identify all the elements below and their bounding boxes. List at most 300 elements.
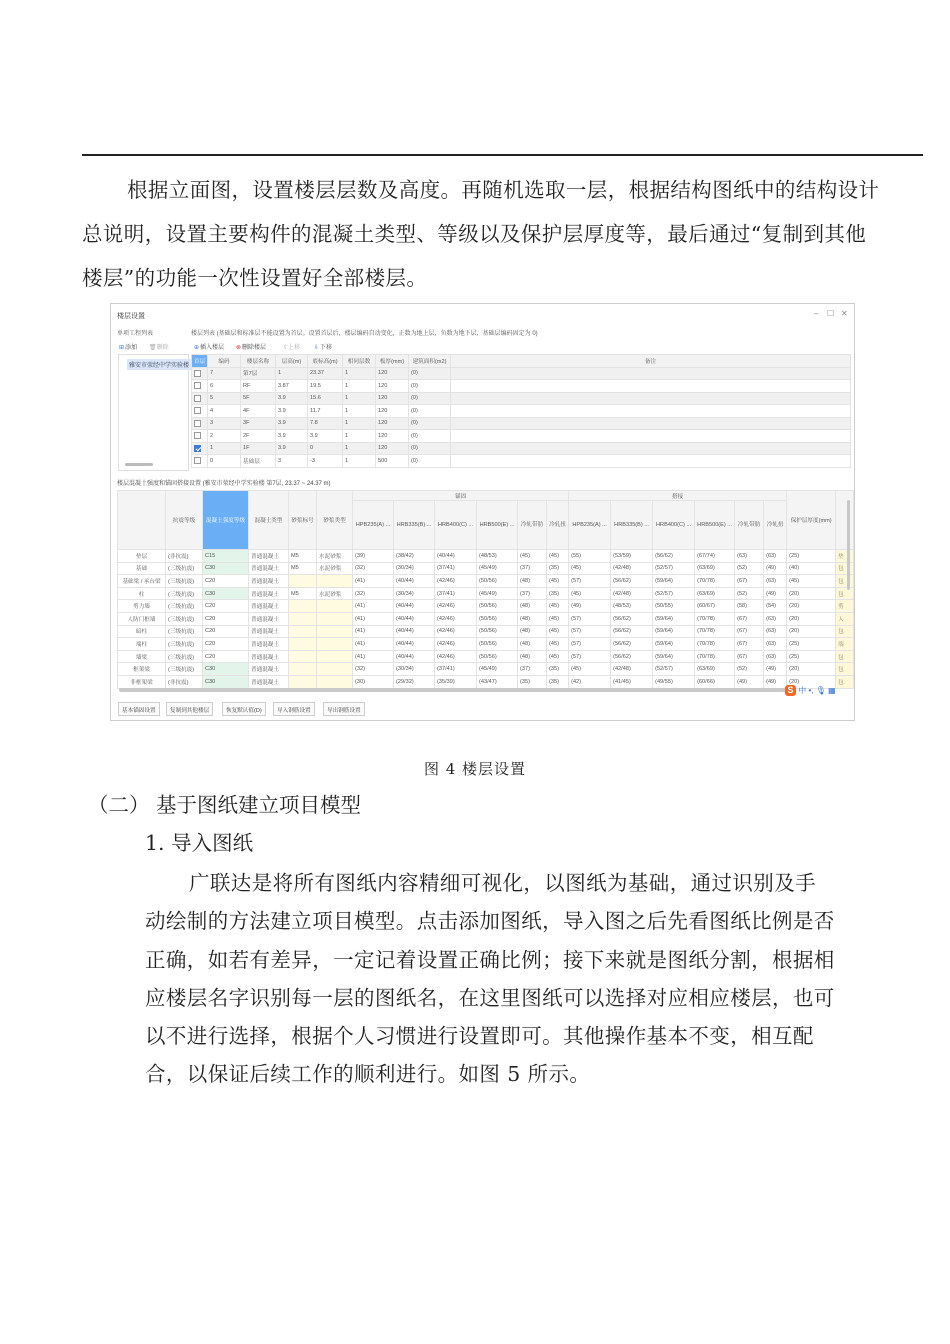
floor-col-header[interactable]: 底标高(m): [308, 355, 343, 368]
rebar-cell[interactable]: [317, 650, 353, 663]
rebar-cell[interactable]: (35): [547, 663, 569, 676]
rebar-cell[interactable]: 包: [836, 650, 854, 663]
rebar-cell[interactable]: (42/48): [611, 587, 653, 600]
rebar-cell[interactable]: (三级抗震): [166, 612, 203, 625]
rebar-cell[interactable]: C20: [203, 575, 249, 588]
rebar-row[interactable]: [118, 550, 854, 563]
rebar-cell[interactable]: (45): [569, 663, 611, 676]
rebar-cell[interactable]: (42): [569, 675, 611, 688]
floor-row[interactable]: [192, 367, 851, 380]
rebar-cell[interactable]: (50/56): [477, 625, 518, 638]
rebar-cell[interactable]: (40/44): [435, 550, 477, 563]
rebar-cell[interactable]: (63): [764, 612, 787, 625]
rebar-cell[interactable]: (50/56): [477, 575, 518, 588]
rebar-cell[interactable]: (37/41): [435, 587, 477, 600]
rebar-cell[interactable]: (37/41): [435, 663, 477, 676]
rebar-cell[interactable]: (40): [787, 562, 836, 575]
rebar-cell[interactable]: (63): [764, 575, 787, 588]
rebar-cell[interactable]: C30: [203, 587, 249, 600]
first-floor-checkbox[interactable]: [194, 457, 201, 464]
rebar-cell[interactable]: M5: [289, 587, 317, 600]
rebar-cell[interactable]: [289, 650, 317, 663]
floor-cell[interactable]: 3.9: [276, 430, 308, 443]
rebar-cell[interactable]: (52/57): [653, 562, 695, 575]
floor-row[interactable]: [192, 380, 851, 393]
floor-col-header[interactable]: 相同层数: [343, 355, 376, 368]
rebar-cell[interactable]: (三级抗震): [166, 562, 203, 575]
rebar-cell[interactable]: 普通混凝土: [249, 575, 289, 588]
floor-cell[interactable]: [451, 367, 851, 380]
rebar-cell[interactable]: (63): [735, 550, 764, 563]
rebar-row[interactable]: [118, 675, 854, 688]
rebar-cell[interactable]: (67/74): [695, 550, 735, 563]
rebar-cell[interactable]: (48): [518, 600, 547, 613]
rebar-cell[interactable]: (40/44): [394, 638, 435, 651]
settings-button-4[interactable]: 导出钢筋设置: [323, 702, 365, 716]
rebar-cell[interactable]: (42/46): [435, 638, 477, 651]
rebar-cell[interactable]: 水泥砂浆: [317, 550, 353, 563]
floor-col-header[interactable]: 备注: [451, 355, 851, 368]
floor-col-header[interactable]: 首层: [192, 355, 208, 368]
rebar-cell[interactable]: (53/59): [611, 550, 653, 563]
rebar-cell[interactable]: (49): [764, 663, 787, 676]
floor-cell[interactable]: 3.9: [276, 442, 308, 455]
rebar-cell[interactable]: (41/45): [611, 675, 653, 688]
rebar-row[interactable]: [118, 650, 854, 663]
rebar-cell[interactable]: (45): [569, 562, 611, 575]
rebar-cell[interactable]: [289, 663, 317, 676]
rebar-cell[interactable]: C30: [203, 663, 249, 676]
rebar-cell[interactable]: (52): [735, 587, 764, 600]
rebar-cell[interactable]: (35): [518, 675, 547, 688]
rebar-cell[interactable]: (49): [764, 562, 787, 575]
floor-cell[interactable]: 3.9: [276, 392, 308, 405]
project-item[interactable]: 雅安市荥经中学实验楼: [127, 359, 191, 370]
floor-cell[interactable]: [451, 392, 851, 405]
rebar-cell[interactable]: (56/62): [611, 612, 653, 625]
rebar-cell[interactable]: (48): [518, 638, 547, 651]
floor-cell[interactable]: RF: [241, 380, 276, 393]
rebar-cell[interactable]: (48): [518, 650, 547, 663]
floor-cell[interactable]: 7.8: [308, 417, 343, 430]
rebar-cell[interactable]: (70/78): [695, 612, 735, 625]
rebar-cell[interactable]: 普通混凝土: [249, 587, 289, 600]
maximize-button[interactable]: ☐: [827, 309, 835, 318]
rebar-cell[interactable]: (三级抗震): [166, 625, 203, 638]
rebar-cell[interactable]: (40/44): [394, 650, 435, 663]
rebar-cell[interactable]: (37): [518, 562, 547, 575]
floor-row[interactable]: [192, 405, 851, 418]
rebar-cell[interactable]: (35/39): [435, 675, 477, 688]
rebar-cell[interactable]: (48): [518, 612, 547, 625]
rebar-cell[interactable]: (49): [764, 587, 787, 600]
floor-cell[interactable]: 1: [343, 405, 376, 418]
floor-cell[interactable]: 1F: [241, 442, 276, 455]
first-floor-cell[interactable]: [192, 380, 208, 393]
rebar-row[interactable]: [118, 575, 854, 588]
rebar-cell[interactable]: (49/55): [653, 675, 695, 688]
rebar-cell[interactable]: [317, 575, 353, 588]
first-floor-cell[interactable]: [192, 367, 208, 380]
rebar-cell[interactable]: (25): [787, 650, 836, 663]
rebar-cell[interactable]: (67): [735, 575, 764, 588]
first-floor-checkbox[interactable]: [194, 420, 201, 427]
floor-cell[interactable]: (0): [409, 430, 451, 443]
rebar-cell[interactable]: 垫: [836, 550, 854, 563]
rebar-cell[interactable]: (59/64): [653, 650, 695, 663]
rebar-cell[interactable]: (60/66): [695, 675, 735, 688]
first-floor-cell[interactable]: [192, 405, 208, 418]
rebar-cell[interactable]: M5: [289, 550, 317, 563]
rebar-cell[interactable]: 普通混凝土: [249, 625, 289, 638]
floor-cell[interactable]: 1: [208, 442, 241, 455]
rebar-cell[interactable]: (49): [735, 675, 764, 688]
rebar-cell[interactable]: (54): [764, 600, 787, 613]
rebar-cell[interactable]: [317, 675, 353, 688]
floor-cell[interactable]: 3: [208, 417, 241, 430]
floor-cell[interactable]: 第7层: [241, 367, 276, 380]
close-button[interactable]: ✕: [841, 309, 848, 318]
rebar-cell[interactable]: (48/53): [611, 600, 653, 613]
rebar-cell[interactable]: (40/44): [394, 612, 435, 625]
move-down-button[interactable]: [314, 342, 332, 351]
rebar-cell[interactable]: (45): [787, 575, 836, 588]
first-floor-checkbox[interactable]: [194, 382, 201, 389]
settings-button-0[interactable]: 基本锚固设置: [118, 702, 160, 716]
floor-cell[interactable]: 3.9: [276, 417, 308, 430]
rebar-cell[interactable]: M5: [289, 562, 317, 575]
floor-cell[interactable]: 1: [343, 367, 376, 380]
rebar-row[interactable]: [118, 663, 854, 676]
rebar-cell[interactable]: [317, 625, 353, 638]
rebar-cell[interactable]: 包: [836, 575, 854, 588]
floor-cell[interactable]: 120: [376, 417, 409, 430]
rebar-cell[interactable]: (49): [569, 600, 611, 613]
rebar-cell[interactable]: (37): [518, 663, 547, 676]
rebar-cell[interactable]: (30/34): [394, 587, 435, 600]
rebar-cell[interactable]: [289, 638, 317, 651]
floor-cell[interactable]: 120: [376, 430, 409, 443]
rebar-cell[interactable]: C20: [203, 650, 249, 663]
ime-toolbar[interactable]: [785, 685, 836, 696]
floor-cell[interactable]: 1: [276, 367, 308, 380]
floor-col-header[interactable]: 编码: [208, 355, 241, 368]
rebar-cell[interactable]: (45): [547, 575, 569, 588]
rebar-cell[interactable]: (56/62): [653, 550, 695, 563]
rebar-row[interactable]: [118, 562, 854, 575]
floor-cell[interactable]: [451, 442, 851, 455]
rebar-cell[interactable]: [317, 638, 353, 651]
rebar-cell[interactable]: [289, 625, 317, 638]
rebar-cell[interactable]: (41): [353, 600, 394, 613]
rebar-cell[interactable]: (45): [547, 638, 569, 651]
floor-cell[interactable]: [451, 455, 851, 468]
floor-row[interactable]: [192, 455, 851, 468]
floor-cell[interactable]: 120: [376, 405, 409, 418]
settings-button-3[interactable]: 导入钢筋设置: [273, 702, 315, 716]
floor-cell[interactable]: (0): [409, 455, 451, 468]
rebar-cell[interactable]: (63/69): [695, 663, 735, 676]
rebar-cell[interactable]: (32): [353, 587, 394, 600]
floor-cell[interactable]: (0): [409, 442, 451, 455]
rebar-cell[interactable]: (52/57): [653, 663, 695, 676]
rebar-cell[interactable]: (35): [547, 562, 569, 575]
first-floor-checkbox[interactable]: [194, 370, 201, 377]
rebar-cell[interactable]: (50/56): [477, 650, 518, 663]
rebar-cell[interactable]: C20: [203, 600, 249, 613]
rebar-cell[interactable]: (50/56): [477, 638, 518, 651]
rebar-cell[interactable]: C20: [203, 638, 249, 651]
floor-cell[interactable]: 1: [343, 417, 376, 430]
rebar-cell[interactable]: 水泥砂浆: [317, 587, 353, 600]
delete-floor-button[interactable]: [236, 342, 266, 351]
rebar-cell[interactable]: (37): [518, 587, 547, 600]
floor-cell[interactable]: 11.7: [308, 405, 343, 418]
first-floor-checkbox[interactable]: [194, 395, 201, 402]
rebar-cell[interactable]: (32): [353, 562, 394, 575]
floor-cell[interactable]: (0): [409, 380, 451, 393]
rebar-cell[interactable]: (25): [787, 550, 836, 563]
rebar-cell[interactable]: (56/62): [611, 625, 653, 638]
floor-row[interactable]: [192, 417, 851, 430]
rebar-cell[interactable]: 普通混凝土: [249, 562, 289, 575]
rebar-cell[interactable]: (45): [518, 550, 547, 563]
insert-floor-button[interactable]: [194, 342, 224, 351]
rebar-cell[interactable]: (45): [547, 550, 569, 563]
rebar-cell[interactable]: (67): [735, 650, 764, 663]
rebar-cell[interactable]: (37/41): [435, 562, 477, 575]
rebar-cell[interactable]: 包: [836, 587, 854, 600]
rebar-cell[interactable]: 普通混凝土: [249, 612, 289, 625]
rebar-cell[interactable]: (45): [547, 600, 569, 613]
rebar-cell[interactable]: (56/62): [611, 650, 653, 663]
add-project-button[interactable]: [119, 342, 137, 351]
rebar-cell[interactable]: 包: [836, 625, 854, 638]
rebar-cell[interactable]: 普通混凝土: [249, 550, 289, 563]
rebar-cell[interactable]: (48): [518, 625, 547, 638]
rebar-cell[interactable]: (57): [569, 612, 611, 625]
rebar-cell[interactable]: (70/78): [695, 650, 735, 663]
floor-col-header[interactable]: 建筑面积(m2): [409, 355, 451, 368]
rebar-cell[interactable]: (42/46): [435, 650, 477, 663]
rebar-cell[interactable]: (70/78): [695, 575, 735, 588]
rebar-cell[interactable]: C20: [203, 625, 249, 638]
vertical-scrollbar[interactable]: [847, 500, 850, 590]
rebar-cell[interactable]: 普通混凝土: [249, 638, 289, 651]
rebar-cell[interactable]: (48): [518, 575, 547, 588]
floor-cell[interactable]: (0): [409, 417, 451, 430]
rebar-cell[interactable]: (42/46): [435, 612, 477, 625]
floor-cell[interactable]: 3.9: [276, 405, 308, 418]
floor-cell[interactable]: 15.6: [308, 392, 343, 405]
rebar-cell[interactable]: (20): [787, 675, 836, 688]
rebar-cell[interactable]: (42/46): [435, 575, 477, 588]
rebar-cell[interactable]: (45/49): [477, 562, 518, 575]
rebar-cell[interactable]: (52/57): [653, 587, 695, 600]
floor-cell[interactable]: 3: [276, 455, 308, 468]
rebar-cell[interactable]: (57): [569, 625, 611, 638]
rebar-cell[interactable]: (63/69): [695, 562, 735, 575]
first-floor-cell[interactable]: [192, 442, 208, 455]
rebar-cell[interactable]: (42/48): [611, 562, 653, 575]
first-floor-cell[interactable]: [192, 455, 208, 468]
rebar-row[interactable]: [118, 625, 854, 638]
horizontal-scrollbar[interactable]: [119, 688, 791, 692]
rebar-cell[interactable]: C15: [203, 550, 249, 563]
rebar-cell[interactable]: (63): [764, 650, 787, 663]
rebar-cell[interactable]: (63): [764, 638, 787, 651]
rebar-cell[interactable]: 普通混凝土: [249, 663, 289, 676]
floor-cell[interactable]: 2: [208, 430, 241, 443]
rebar-cell[interactable]: (59/64): [653, 612, 695, 625]
rebar-cell[interactable]: (63/69): [695, 587, 735, 600]
move-up-button[interactable]: [283, 342, 300, 351]
rebar-cell[interactable]: 剪: [836, 600, 854, 613]
rebar-cell[interactable]: [289, 575, 317, 588]
rebar-cell[interactable]: (40/44): [394, 600, 435, 613]
rebar-row[interactable]: [118, 612, 854, 625]
rebar-cell[interactable]: (67): [735, 638, 764, 651]
first-floor-cell[interactable]: [192, 430, 208, 443]
rebar-cell[interactable]: (三级抗震): [166, 650, 203, 663]
rebar-cell[interactable]: (59/64): [653, 575, 695, 588]
floor-row[interactable]: [192, 442, 851, 455]
rebar-cell[interactable]: 普通混凝土: [249, 650, 289, 663]
rebar-cell[interactable]: (55): [569, 550, 611, 563]
rebar-cell[interactable]: (三级抗震): [166, 575, 203, 588]
floor-cell[interactable]: 3F: [241, 417, 276, 430]
floor-col-header[interactable]: 板厚(mm): [376, 355, 409, 368]
rebar-cell[interactable]: (59/64): [653, 638, 695, 651]
floor-cell[interactable]: 19.5: [308, 380, 343, 393]
floor-cell[interactable]: 120: [376, 367, 409, 380]
rebar-cell[interactable]: 包: [836, 562, 854, 575]
floor-cell[interactable]: 1: [343, 455, 376, 468]
first-floor-checkbox[interactable]: [194, 407, 201, 414]
rebar-cell[interactable]: (38/42): [394, 550, 435, 563]
rebar-cell[interactable]: (45): [547, 650, 569, 663]
rebar-cell[interactable]: [317, 663, 353, 676]
floor-col-header[interactable]: 楼层名称: [241, 355, 276, 368]
floor-cell[interactable]: 4: [208, 405, 241, 418]
rebar-cell[interactable]: C30: [203, 675, 249, 688]
floor-cell[interactable]: 0: [208, 455, 241, 468]
floor-row[interactable]: [192, 392, 851, 405]
floor-cell[interactable]: [451, 380, 851, 393]
rebar-cell[interactable]: (70/78): [695, 638, 735, 651]
rebar-cell[interactable]: [317, 600, 353, 613]
rebar-cell[interactable]: (20): [787, 663, 836, 676]
floor-cell[interactable]: 1: [343, 392, 376, 405]
first-floor-checkbox[interactable]: [194, 432, 201, 439]
rebar-cell[interactable]: (50/56): [477, 600, 518, 613]
floor-cell[interactable]: 23.37: [308, 367, 343, 380]
rebar-cell[interactable]: 包: [836, 663, 854, 676]
rebar-cell[interactable]: (40/44): [394, 575, 435, 588]
floor-cell[interactable]: 120: [376, 380, 409, 393]
rebar-row[interactable]: [118, 638, 854, 651]
rebar-cell[interactable]: (20): [787, 612, 836, 625]
rebar-cell[interactable]: (20): [787, 625, 836, 638]
rebar-cell[interactable]: (45): [547, 612, 569, 625]
rebar-cell[interactable]: (41): [353, 575, 394, 588]
rebar-cell[interactable]: (29/32): [394, 675, 435, 688]
floor-cell[interactable]: 120: [376, 442, 409, 455]
rebar-cell[interactable]: 人: [836, 612, 854, 625]
panel-scrollbar[interactable]: [125, 463, 153, 466]
rebar-cell[interactable]: (42/46): [435, 600, 477, 613]
rebar-cell[interactable]: [317, 612, 353, 625]
floor-cell[interactable]: 1: [343, 430, 376, 443]
rebar-cell[interactable]: (35): [547, 675, 569, 688]
rebar-cell[interactable]: (60/67): [695, 600, 735, 613]
rebar-cell[interactable]: (41): [353, 650, 394, 663]
rebar-cell[interactable]: (56/62): [611, 638, 653, 651]
floor-cell[interactable]: 5F: [241, 392, 276, 405]
floor-cell[interactable]: 基础层: [241, 455, 276, 468]
minimize-button[interactable]: –: [814, 309, 819, 318]
rebar-cell[interactable]: (三级抗震): [166, 663, 203, 676]
floor-cell[interactable]: 500: [376, 455, 409, 468]
rebar-cell[interactable]: (52): [735, 562, 764, 575]
first-floor-cell[interactable]: [192, 392, 208, 405]
rebar-cell[interactable]: (57): [569, 638, 611, 651]
rebar-cell[interactable]: (50/56): [477, 612, 518, 625]
rebar-cell[interactable]: (42/46): [435, 625, 477, 638]
rebar-cell[interactable]: (70/78): [695, 625, 735, 638]
settings-button-2[interactable]: 恢复默认值(D): [222, 702, 266, 716]
floor-cell[interactable]: (0): [409, 367, 451, 380]
rebar-cell[interactable]: (63): [764, 550, 787, 563]
floor-cell[interactable]: -3: [308, 455, 343, 468]
rebar-cell[interactable]: (40/44): [394, 625, 435, 638]
rebar-cell[interactable]: (45/49): [477, 587, 518, 600]
first-floor-checkbox[interactable]: [194, 445, 201, 452]
rebar-cell[interactable]: (三级抗震): [166, 600, 203, 613]
rebar-cell[interactable]: (41): [353, 612, 394, 625]
floor-cell[interactable]: 3.9: [308, 430, 343, 443]
floor-cell[interactable]: (0): [409, 392, 451, 405]
rebar-row[interactable]: [118, 587, 854, 600]
rebar-cell[interactable]: (三级抗震): [166, 638, 203, 651]
rebar-cell[interactable]: (45/49): [477, 663, 518, 676]
rebar-cell[interactable]: 普通混凝土: [249, 600, 289, 613]
rebar-cell[interactable]: (30/34): [394, 663, 435, 676]
floor-cell[interactable]: 0: [308, 442, 343, 455]
delete-project-button[interactable]: [149, 342, 169, 351]
floor-cell[interactable]: 120: [376, 392, 409, 405]
first-floor-cell[interactable]: [192, 417, 208, 430]
settings-button-1[interactable]: 复制到其他楼层: [166, 702, 213, 716]
rebar-cell[interactable]: (32): [353, 663, 394, 676]
rebar-cell[interactable]: (67): [735, 625, 764, 638]
rebar-cell[interactable]: (57): [569, 650, 611, 663]
rebar-cell[interactable]: (20): [787, 587, 836, 600]
floor-cell[interactable]: 6: [208, 380, 241, 393]
rebar-cell[interactable]: (30): [353, 675, 394, 688]
floor-cell[interactable]: 7: [208, 367, 241, 380]
rebar-cell[interactable]: (三级抗震): [166, 587, 203, 600]
rebar-cell[interactable]: (67): [735, 612, 764, 625]
rebar-cell[interactable]: (50/55): [653, 600, 695, 613]
rebar-cell[interactable]: C20: [203, 612, 249, 625]
rebar-cell[interactable]: (45): [569, 587, 611, 600]
rebar-cell[interactable]: (41): [353, 638, 394, 651]
rebar-cell[interactable]: C30: [203, 562, 249, 575]
floor-cell[interactable]: [451, 430, 851, 443]
rebar-cell[interactable]: (非抗震): [166, 550, 203, 563]
rebar-cell[interactable]: (43/47): [477, 675, 518, 688]
